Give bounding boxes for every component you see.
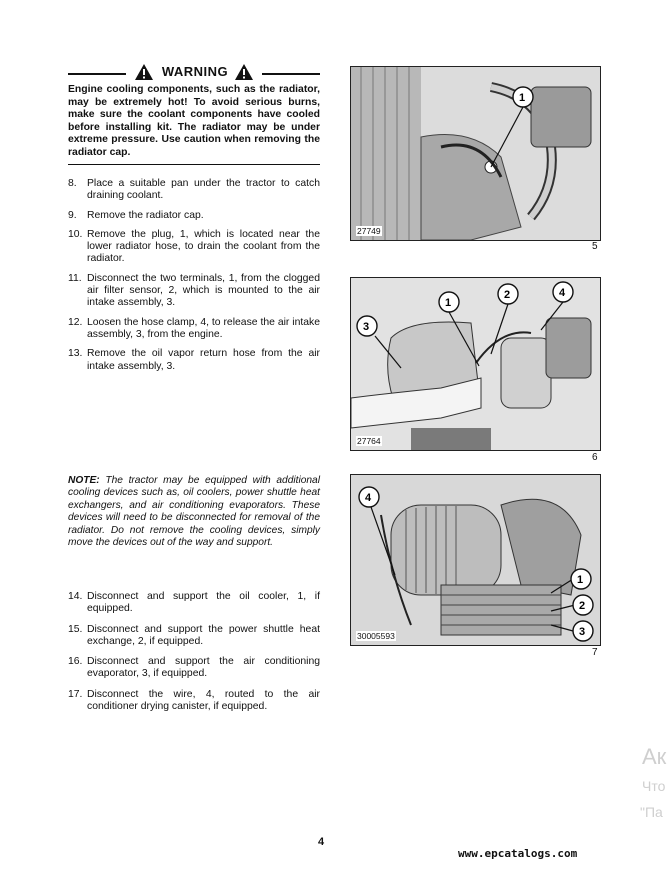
figure-7-photo <box>350 474 601 646</box>
steps-list-b <box>68 591 320 713</box>
step-text: Place a suitable pan under the tractor to catch draining coolant. <box>87 178 320 202</box>
callout-label: 3 <box>363 321 370 333</box>
step-number: 13. <box>68 348 83 360</box>
step-item <box>68 348 320 373</box>
page-number: 4 <box>318 836 325 848</box>
step-text: Remove the plug, 1, which is located near the lower radiator hose, to drain the coolant from the radiator. <box>87 228 320 265</box>
callout-label: 3 <box>579 626 586 638</box>
step-number: 9. <box>68 209 77 221</box>
warning-rule-left <box>68 73 126 75</box>
note-text: The tractor may be equipped with additional cooling devices such as, oil coolers, power shuttle heat exchangers, and air conditioning evaporators. These devices will need to be disconnected for removal of the radiator. Do not remove the cooling devices, simply move the devices out of the way and support. <box>68 475 320 549</box>
step-text: Loosen the hose clamp, 4, to release the air intake assembly, 3, from the engine. <box>87 316 320 340</box>
callout-label: 1 <box>445 297 452 309</box>
step-item <box>68 273 320 310</box>
step-number: 12. <box>68 316 83 328</box>
step-text: Disconnect the wire, 4, routed to the air conditioner drying canister, if equipped. <box>87 688 320 713</box>
figure-number: 7 <box>592 647 598 658</box>
note-label: NOTE: <box>68 475 100 486</box>
callout-label: 2 <box>504 289 511 301</box>
step-number: 10. <box>68 228 83 240</box>
step-text: Disconnect and support the power shuttle heat exchange, 2, if equipped. <box>87 623 320 647</box>
steps-list-a <box>68 178 320 373</box>
step-item <box>68 591 320 616</box>
warning-bottom-rule <box>68 164 320 165</box>
callout-label: 2 <box>579 600 586 612</box>
step-text: Disconnect and support the oil cooler, 1, if equipped. <box>87 591 320 615</box>
callout-label: 1 <box>577 574 584 586</box>
warning-header <box>68 62 320 84</box>
step-item <box>68 178 320 203</box>
step-text: Remove the oil vapor return hose from the air intake assembly, 3. <box>87 348 320 372</box>
step-text: Disconnect the two terminals, 1, from the clogged air filter sensor, 2, which is mounted to the air intake assembly, 3. <box>87 272 320 309</box>
step-item <box>68 689 320 714</box>
figure-number: 5 <box>592 241 598 252</box>
callout-label: 1 <box>519 92 526 104</box>
callout-group <box>351 67 600 240</box>
step-item <box>68 317 320 342</box>
figure-5-photo <box>350 66 601 241</box>
warning-rule-right <box>262 73 320 75</box>
site-url: www.epcatalogs.com <box>458 847 578 860</box>
step-number: 15. <box>68 623 83 635</box>
watermark-text: Ак <box>642 744 667 769</box>
step-number: 16. <box>68 656 83 668</box>
step-item <box>68 656 320 681</box>
callout-label: 4 <box>365 492 372 504</box>
warning-text: Engine cooling components, such as the radiator, may be extremely hot! To avoid serious burns, make sure the coolant components have cooled before installing kit. The radiator may be under extreme pressure. Use caution when removing the radiator cap. <box>68 84 320 158</box>
step-number: 11. <box>68 272 82 284</box>
figure-id: 27764 <box>357 436 381 446</box>
step-number: 14. <box>68 591 83 602</box>
warning-icon <box>234 63 254 81</box>
step-text: Remove the radiator cap. <box>87 209 204 221</box>
watermark-text: Что <box>642 778 666 794</box>
step-number: 8. <box>68 178 77 189</box>
warning-icon <box>134 63 154 81</box>
step-number: 17. <box>68 688 83 700</box>
note-paragraph <box>68 475 320 549</box>
figure-id: 30005593 <box>357 631 395 641</box>
step-text: Disconnect and support the air conditioning evaporator, 3, if equipped. <box>87 656 320 680</box>
callout-group <box>351 278 600 450</box>
figure-6-photo <box>350 277 601 451</box>
step-item <box>68 229 320 266</box>
step-item <box>68 624 320 649</box>
step-item <box>68 210 320 222</box>
callout-label: 4 <box>559 287 566 299</box>
callout-group <box>351 475 600 645</box>
watermark-text: "Па <box>640 804 663 820</box>
figure-number: 6 <box>592 452 598 463</box>
figure-id: 27749 <box>357 226 381 236</box>
warning-label: WARNING <box>161 64 229 79</box>
